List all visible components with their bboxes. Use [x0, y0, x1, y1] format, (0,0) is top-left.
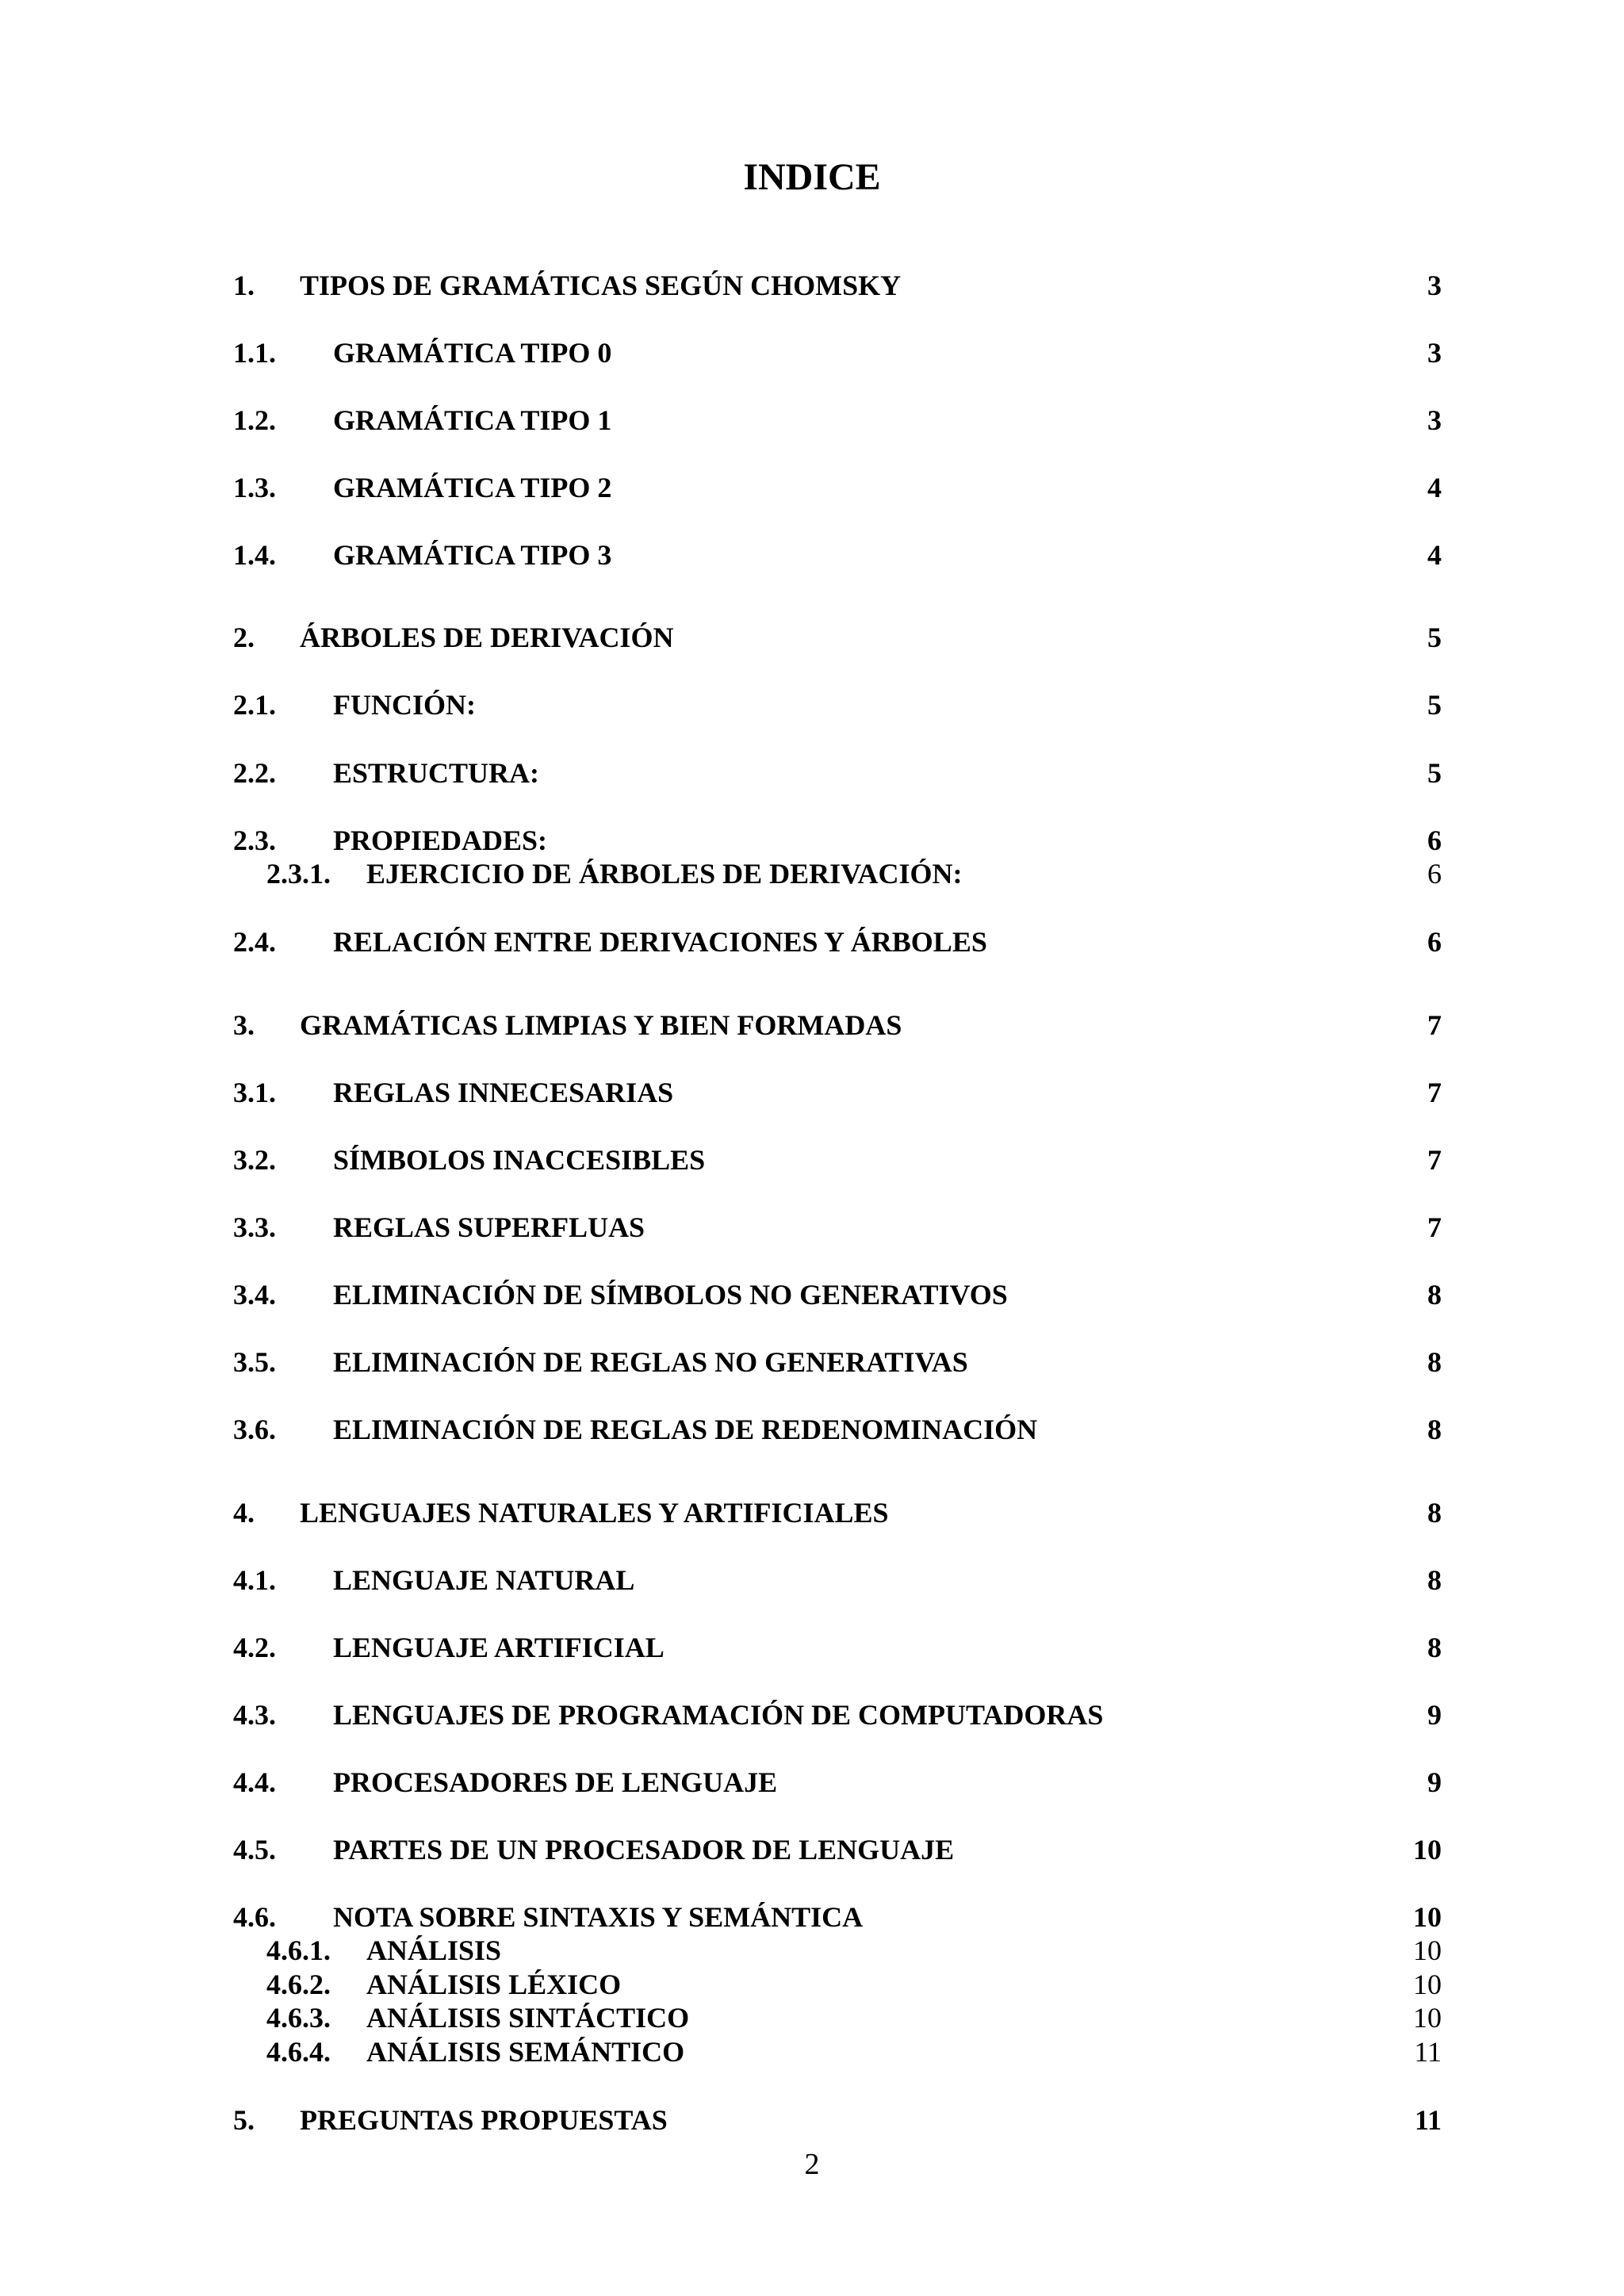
toc-entry-page: 10	[1413, 1901, 1442, 1933]
toc-entry-number: 2.3.	[233, 825, 276, 856]
toc-entry-title: PROCESADORES DE LENGUAJE	[333, 1766, 778, 1798]
toc-entry-number: 1.4.	[233, 539, 276, 571]
toc-entry-title: SÍMBOLOS INACCESIBLES	[333, 1144, 706, 1176]
toc-entry	[0, 1697, 1624, 1732]
toc-entry-title: PREGUNTAS PROPUESTAS	[300, 2104, 668, 2136]
toc-entry-page: 7	[1427, 1077, 1442, 1108]
toc-entry	[0, 1008, 1624, 1043]
toc-entry-number: 1.3.	[233, 472, 276, 503]
toc-entry-page: 10	[1413, 1969, 1442, 2000]
toc-entry	[0, 1277, 1624, 1312]
toc-entry-number: 2.3.1.	[266, 858, 331, 890]
toc-entry-page: 3	[1427, 270, 1442, 301]
toc-entry	[0, 268, 1624, 303]
toc-entry-number: 4.6.3.	[266, 2002, 331, 2034]
toc-entry-page: 4	[1427, 472, 1442, 503]
toc-entry	[0, 2103, 1624, 2137]
toc-entry-number: 3.2.	[233, 1144, 276, 1176]
toc-entry-number: 3.	[233, 1009, 255, 1041]
toc-entry-page: 8	[1427, 1414, 1442, 1445]
toc-entry-title: GRAMÁTICA TIPO 2	[333, 472, 612, 503]
toc-entry-page: 8	[1427, 1346, 1442, 1378]
toc-entry	[0, 1967, 1624, 2002]
toc-entry-page: 3	[1427, 404, 1442, 436]
toc-entry-page: 5	[1427, 622, 1442, 653]
toc-entry	[0, 1900, 1624, 1934]
toc-entry-number: 4.6.	[233, 1901, 276, 1933]
toc-entry-page: 8	[1427, 1497, 1442, 1529]
toc-entry-page: 8	[1427, 1564, 1442, 1596]
toc-entry-number: 2.	[233, 622, 255, 653]
toc-entry-title: FUNCIÓN:	[333, 689, 476, 721]
toc-entry-number: 4.6.1.	[266, 1934, 331, 1966]
page-title: INDICE	[743, 156, 881, 198]
toc-entry-page: 7	[1427, 1009, 1442, 1041]
toc-entry-title: ESTRUCTURA:	[333, 757, 540, 789]
toc-entry-title: ELIMINACIÓN DE REGLAS NO GENERATIVAS	[333, 1346, 968, 1378]
toc-entry-number: 1.2.	[233, 404, 276, 436]
toc-entry-number: 4.1.	[233, 1564, 276, 1596]
toc-entry-title: ELIMINACIÓN DE SÍMBOLOS NO GENERATIVOS	[333, 1279, 1008, 1311]
toc-entry	[0, 403, 1624, 438]
toc-entry-title: LENGUAJE NATURAL	[333, 1564, 635, 1596]
toc-entry-number: 4.5.	[233, 1834, 276, 1866]
toc-entry-title: GRAMÁTICA TIPO 3	[333, 539, 612, 571]
toc-entry-page: 9	[1427, 1699, 1442, 1731]
toc-entry	[0, 1832, 1624, 1867]
toc-entry-title: ANÁLISIS LÉXICO	[366, 1969, 622, 2000]
toc-entry-number: 5.	[233, 2104, 255, 2136]
toc-entry-page: 10	[1413, 2002, 1442, 2034]
toc-entry	[0, 1563, 1624, 1598]
toc-entry-title: GRAMÁTICAS LIMPIAS Y BIEN FORMADAS	[300, 1009, 902, 1041]
toc-entry-title: EJERCICIO DE ÁRBOLES DE DERIVACIÓN:	[366, 858, 963, 890]
toc-entry-page: 11	[1414, 2036, 1442, 2068]
toc-entry	[0, 1142, 1624, 1177]
toc-entry-number: 1.1.	[233, 337, 276, 369]
toc-entry	[0, 1210, 1624, 1245]
toc-entry-number: 4.6.4.	[266, 2036, 331, 2068]
toc-entry-number: 4.2.	[233, 1632, 276, 1663]
toc-entry	[0, 1075, 1624, 1110]
toc-entry-number: 3.6.	[233, 1414, 276, 1445]
toc-entry	[0, 856, 1624, 891]
toc-entry-page: 9	[1427, 1766, 1442, 1798]
toc-entry-title: LENGUAJE ARTIFICIAL	[333, 1632, 665, 1663]
toc-entry-number: 3.3.	[233, 1211, 276, 1243]
toc-entry-page: 6	[1427, 825, 1442, 856]
toc-entry	[0, 2034, 1624, 2069]
toc-entry-title: RELACIÓN ENTRE DERIVACIONES Y ÁRBOLES	[333, 926, 987, 958]
toc-entry	[0, 823, 1624, 858]
toc-entry	[0, 687, 1624, 722]
toc-entry	[0, 924, 1624, 959]
toc-entry-number: 2.4.	[233, 926, 276, 958]
toc-entry-title: PARTES DE UN PROCESADOR DE LENGUAJE	[333, 1834, 955, 1866]
toc-entry-number: 4.4.	[233, 1766, 276, 1798]
toc-entry-title: ANÁLISIS SINTÁCTICO	[366, 2002, 690, 2034]
toc-entry-number: 1.	[233, 270, 255, 301]
toc-entry-page: 7	[1427, 1211, 1442, 1243]
toc-entry-page: 4	[1427, 539, 1442, 571]
toc-entry-page: 5	[1427, 757, 1442, 789]
toc-entry	[0, 1495, 1624, 1530]
toc-entry-title: REGLAS INNECESARIAS	[333, 1077, 674, 1108]
toc-entry-title: NOTA SOBRE SINTAXIS Y SEMÁNTICA	[333, 1901, 864, 1933]
toc-entry-number: 3.5.	[233, 1346, 276, 1378]
toc-entry	[0, 1765, 1624, 1800]
toc-entry	[0, 2000, 1624, 2035]
toc-entry	[0, 620, 1624, 655]
toc-entry	[0, 538, 1624, 572]
toc-entry	[0, 1412, 1624, 1447]
toc-entry-number: 3.1.	[233, 1077, 276, 1108]
toc-entry	[0, 1630, 1624, 1665]
toc-entry-title: LENGUAJES DE PROGRAMACIÓN DE COMPUTADORAS	[333, 1699, 1104, 1731]
toc-entry	[0, 1345, 1624, 1380]
toc-entry-title: REGLAS SUPERFLUAS	[333, 1211, 645, 1243]
toc-entry-number: 2.1.	[233, 689, 276, 721]
toc-entry-title: GRAMÁTICA TIPO 1	[333, 404, 612, 436]
toc-entry-page: 10	[1413, 1934, 1442, 1966]
toc-entry-title: ÁRBOLES DE DERIVACIÓN	[300, 622, 674, 653]
toc-entry-title: LENGUAJES NATURALES Y ARTIFICIALES	[300, 1497, 889, 1529]
toc-entry-page: 8	[1427, 1279, 1442, 1311]
toc-entry-page: 7	[1427, 1144, 1442, 1176]
toc-entry	[0, 1933, 1624, 1968]
toc-entry	[0, 470, 1624, 505]
toc-entry-page: 11	[1414, 2104, 1442, 2136]
toc-entry-page: 6	[1427, 926, 1442, 958]
toc-entry-number: 2.2.	[233, 757, 276, 789]
toc-entry-title: TIPOS DE GRAMÁTICAS SEGÚN CHOMSKY	[300, 270, 902, 301]
toc-entry	[0, 335, 1624, 370]
toc-entry-title: PROPIEDADES:	[333, 825, 548, 856]
toc-entry-page: 10	[1413, 1834, 1442, 1866]
toc-entry-title: GRAMÁTICA TIPO 0	[333, 337, 612, 369]
toc-entry-page: 5	[1427, 689, 1442, 721]
toc-entry-number: 4.3.	[233, 1699, 276, 1731]
toc-entry-number: 4.6.2.	[266, 1969, 331, 2000]
toc-entry-title: ELIMINACIÓN DE REGLAS DE REDENOMINACIÓN	[333, 1414, 1038, 1445]
toc-entry-title: ANÁLISIS	[366, 1934, 502, 1966]
page-number: 2	[804, 2148, 820, 2181]
toc-entry-title: ANÁLISIS SEMÁNTICO	[366, 2036, 685, 2068]
toc-entry-page: 6	[1427, 858, 1442, 890]
toc-entry-page: 3	[1427, 337, 1442, 369]
toc-entry	[0, 756, 1624, 790]
toc-entry-number: 3.4.	[233, 1279, 276, 1311]
toc-entry-number: 4.	[233, 1497, 255, 1529]
toc-entry-page: 8	[1427, 1632, 1442, 1663]
